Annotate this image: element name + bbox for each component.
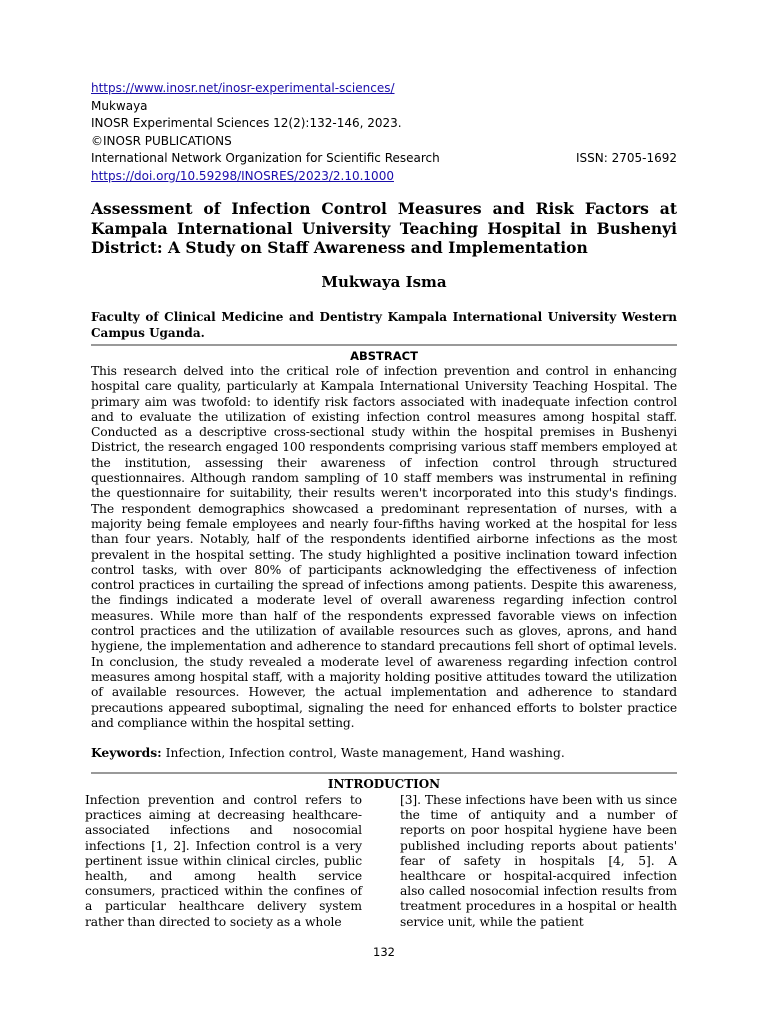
- keywords-line: [91, 745, 677, 761]
- paper-title: Assessment of Infection Control Measures and Risk Factors at Kampala International University Teaching Hospital in Bushenyi District: A Study on Staff Awareness and Implementation: [91, 199, 677, 257]
- journal-link[interactable]: https://www.inosr.net/inosr-experimental-sciences/: [91, 81, 395, 95]
- organization-line: [91, 150, 681, 168]
- introduction-column-right: [3]. These infections have been with us since the time of antiquity and a number of reports on poor hospital hygiene have been published including reports about patients' fear of safety in hospitals [4, 5]. A healthcare or hospital-acquired infection also called nosocomial infection results from treatment procedures in a hospital or health service unit, while the patient: [400, 793, 677, 929]
- introduction-top-rule: [91, 772, 677, 774]
- running-author: Mukwaya: [91, 98, 148, 113]
- abstract-top-rule: [91, 344, 677, 346]
- keywords-label: Keywords:: [91, 745, 162, 760]
- keywords-list: Infection, Infection control, Waste management, Hand washing.: [161, 746, 565, 760]
- introduction-heading: INTRODUCTION: [327, 777, 441, 791]
- page-number: 132: [373, 945, 395, 959]
- journal-citation: INOSR Experimental Sciences 12(2):132-146, 2023.: [91, 116, 402, 130]
- paper-author: Mukwaya Isma: [321, 273, 447, 291]
- issn-number: ISSN: 2705-1692: [576, 151, 678, 165]
- abstract-heading: ABSTRACT: [350, 349, 418, 363]
- author-affiliation: Faculty of Clinical Medicine and Dentistry Kampala International University Western Campus Uganda.: [91, 310, 677, 340]
- publisher-line: ©INOSR PUBLICATIONS: [91, 133, 232, 148]
- organization-name: International Network Organization for Scientific Research: [91, 151, 440, 165]
- introduction-column-left: Infection prevention and control refers to practices aiming at decreasing healthcare-associated infections and nosocomial infections [1, 2]. Infection control is a very pertinent issue within clinical circles, public health, and among health service consumers, practiced within the confines of a particular healthcare delivery system rather than directed to society as a whole: [85, 793, 362, 929]
- journal-header: [91, 80, 681, 185]
- doi-link[interactable]: https://doi.org/10.59298/INOSRES/2023/2.10.1000: [91, 168, 394, 183]
- abstract-text: This research delved into the critical role of infection prevention and control in enhancing hospital care quality, particularly at Kampala International University Teaching Hospital. The primary aim was twofold: to identify risk factors associated with inadequate infection control and to evaluate the utilization of existing infection control measures among hospital staff. Conducted as a descriptive cross-sectional study within the hospital premises in Bushenyi District, the research engaged 100 respondents comprising various staff members employed at the institution, assessing their awareness of infection control through structured questionnaires. Although random sampling of 10 staff members was instrumental in refining the questionnaire for suitability, their results weren't incorporated into this study's findings. The respondent demographics showcased a predominant representation of nurses, with a majority being female employees and nearly four-fifths having worked at the hospital for less than four years. Notably, half of the respondents identified airborne infections as the most prevalent in the hospital setting. The study highlighted a positive inclination toward infection control tasks, with over 80% of participants acknowledging the effectiveness of infection control practices in curtailing the spread of infections among patients. Despite this awareness, the findings indicated a moderate level of overall awareness regarding infection control measures. While more than half of the respondents expressed favorable views on infection control practices and the utilization of available resources such as gloves, aprons, and hand hygiene, the implementation and adherence to standard precautions fell short of optimal levels. In conclusion, the study revealed a moderate level of awareness regarding infection control measures among hospital staff, with a majority holding positive attitudes toward the utilization of available resources. However, the actual implementation and adherence to standard precautions appeared suboptimal, signaling the need for enhanced efforts to bolster practice and compliance within the hospital setting.: [91, 364, 677, 730]
